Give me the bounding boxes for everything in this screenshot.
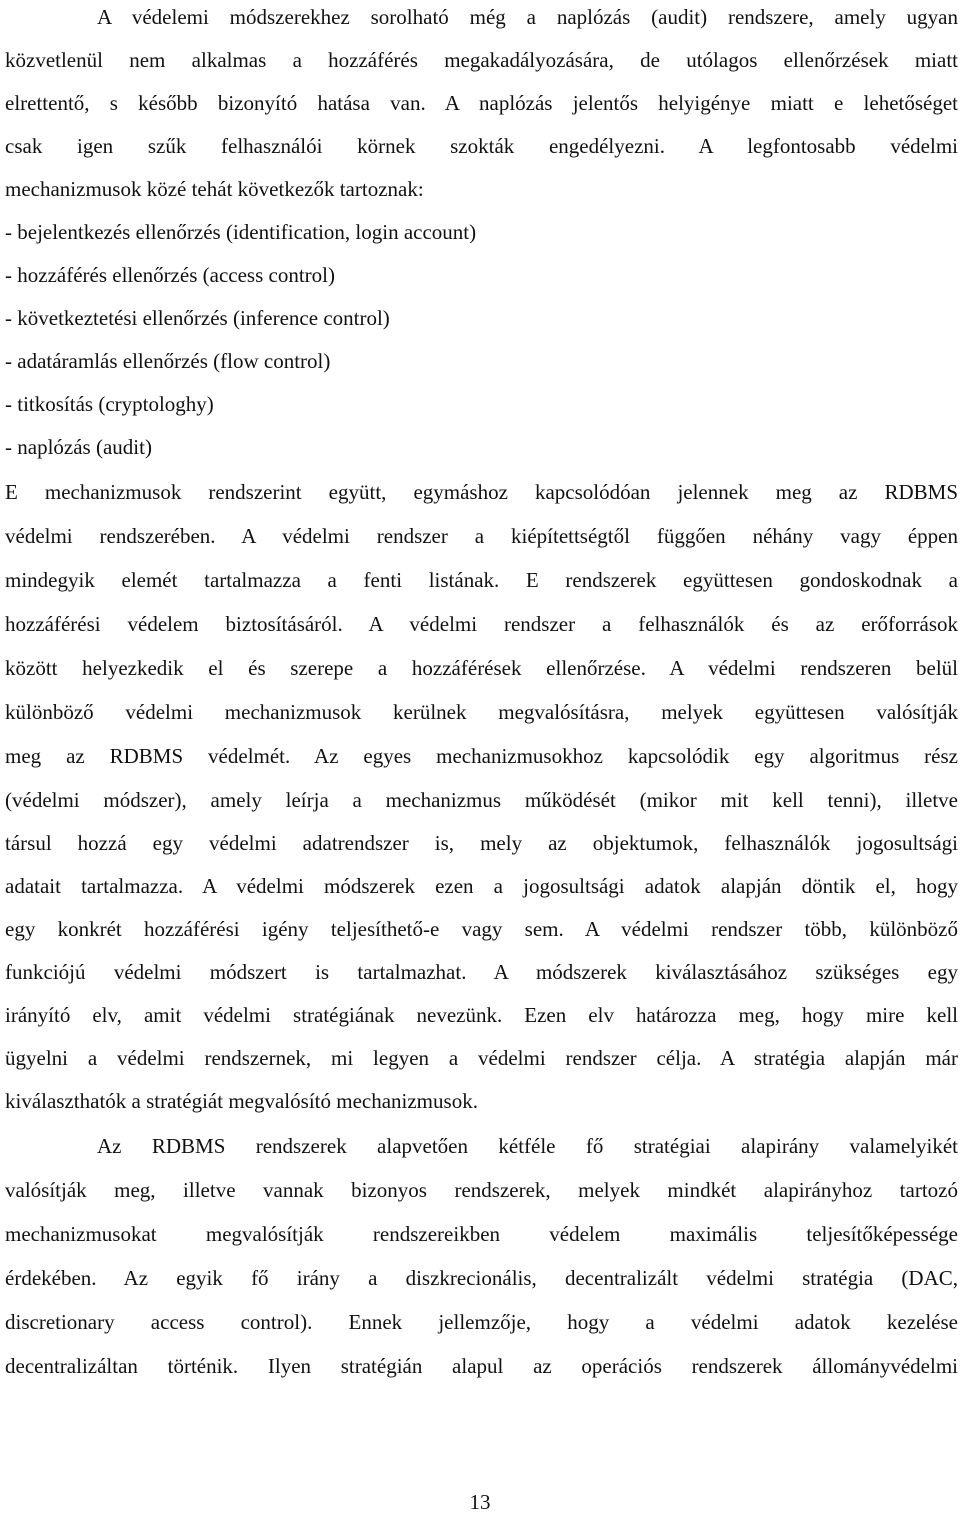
list-item: - bejelentkezés ellenőrzés (identification, login account) bbox=[5, 220, 477, 244]
text-line: mindegyik elemét tartalmazza a fenti listának. E rendszerek együttesen gondoskodnak a bbox=[5, 568, 958, 592]
text-line: között helyezkedik el és szerepe a hozzáférések ellenőrzése. A védelmi rendszeren belül bbox=[5, 656, 958, 680]
list-item: - titkosítás (cryptologhy) bbox=[5, 392, 214, 416]
text-line: különböző védelmi mechanizmusok kerülnek megvalósításra, melyek együttesen valósítják bbox=[5, 700, 958, 724]
text-line: irányító elv, amit védelmi stratégiának nevezünk. Ezen elv határozza meg, hogy mire kell bbox=[5, 1003, 958, 1027]
list-item: - következtetési ellenőrzés (inference control) bbox=[5, 306, 390, 330]
text-line: Az RDBMS rendszerek alapvetően kétféle fő stratégiai alapirány valamelyikét bbox=[97, 1134, 958, 1158]
text-line: decentralizáltan történik. Ilyen stratégián alapul az operációs rendszerek állományvédelmi bbox=[5, 1354, 958, 1378]
text-line: egy konkrét hozzáférési igény teljesíthető-e vagy sem. A védelmi rendszer több, különböző bbox=[5, 917, 958, 941]
text-line: funkciójú védelmi módszert is tartalmazhat. A módszerek kiválasztásához szükséges egy bbox=[5, 960, 958, 984]
text-line: védelmi rendszerében. A védelmi rendszer a kiépítettségtől függően néhány vagy éppen bbox=[5, 524, 958, 548]
list-item: - naplózás (audit) bbox=[5, 435, 152, 459]
text-line: adatait tartalmazza. A védelmi módszerek ezen a jogosultsági adatok alapján döntik el, hogy bbox=[5, 874, 958, 898]
text-line: mechanizmusokat megvalósítják rendszereikben védelem maximális teljesítőképessége bbox=[5, 1222, 958, 1246]
text-line: kiválaszthatók a stratégiát megvalósító mechanizmusok. bbox=[5, 1089, 478, 1113]
text-line: ügyelni a védelmi rendszernek, mi legyen a védelmi rendszer célja. A stratégia alapján már bbox=[5, 1046, 958, 1070]
text-line: csak igen szűk felhasználói körnek szokták engedélyezni. A legfontosabb védelmi bbox=[5, 134, 958, 158]
text-line: valósítják meg, illetve vannak bizonyos rendszerek, melyek mindkét alapirányhoz tartozó bbox=[5, 1178, 958, 1202]
text-line: társul hozzá egy védelmi adatrendszer is, mely az objektumok, felhasználók jogosultsági bbox=[5, 831, 958, 855]
text-line: hozzáférési védelem biztosításáról. A védelmi rendszer a felhasználók és az erőforrások bbox=[5, 612, 958, 636]
list-item: - adatáramlás ellenőrzés (flow control) bbox=[5, 349, 331, 373]
text-line: E mechanizmusok rendszerint együtt, egymáshoz kapcsolódóan jelennek meg az RDBMS bbox=[5, 480, 958, 504]
text-line: (védelmi módszer), amely leírja a mechanizmus működését (mikor mit kell tenni), illetve bbox=[5, 788, 958, 812]
text-line: érdekében. Az egyik fő irány a diszkrecionális, decentralizált védelmi stratégia (DAC, bbox=[5, 1266, 958, 1290]
text-line: elrettentő, s később bizonyító hatása van. A naplózás jelentős helyigénye miatt e lehetőséget bbox=[5, 91, 958, 115]
text-line: mechanizmusok közé tehát következők tartoznak: bbox=[5, 177, 424, 201]
page-number: 13 bbox=[469, 1490, 491, 1514]
text-line: meg az RDBMS védelmét. Az egyes mechanizmusokhoz kapcsolódik egy algoritmus rész bbox=[5, 744, 958, 768]
text-line: discretionary access control). Ennek jellemzője, hogy a védelmi adatok kezelése bbox=[5, 1310, 958, 1334]
text-line: A védelemi módszerekhez sorolható még a naplózás (audit) rendszere, amely ugyan bbox=[97, 5, 958, 29]
list-item: - hozzáférés ellenőrzés (access control) bbox=[5, 263, 335, 287]
text-line: közvetlenül nem alkalmas a hozzáférés megakadályozására, de utólagos ellenőrzések miatt bbox=[5, 48, 958, 72]
